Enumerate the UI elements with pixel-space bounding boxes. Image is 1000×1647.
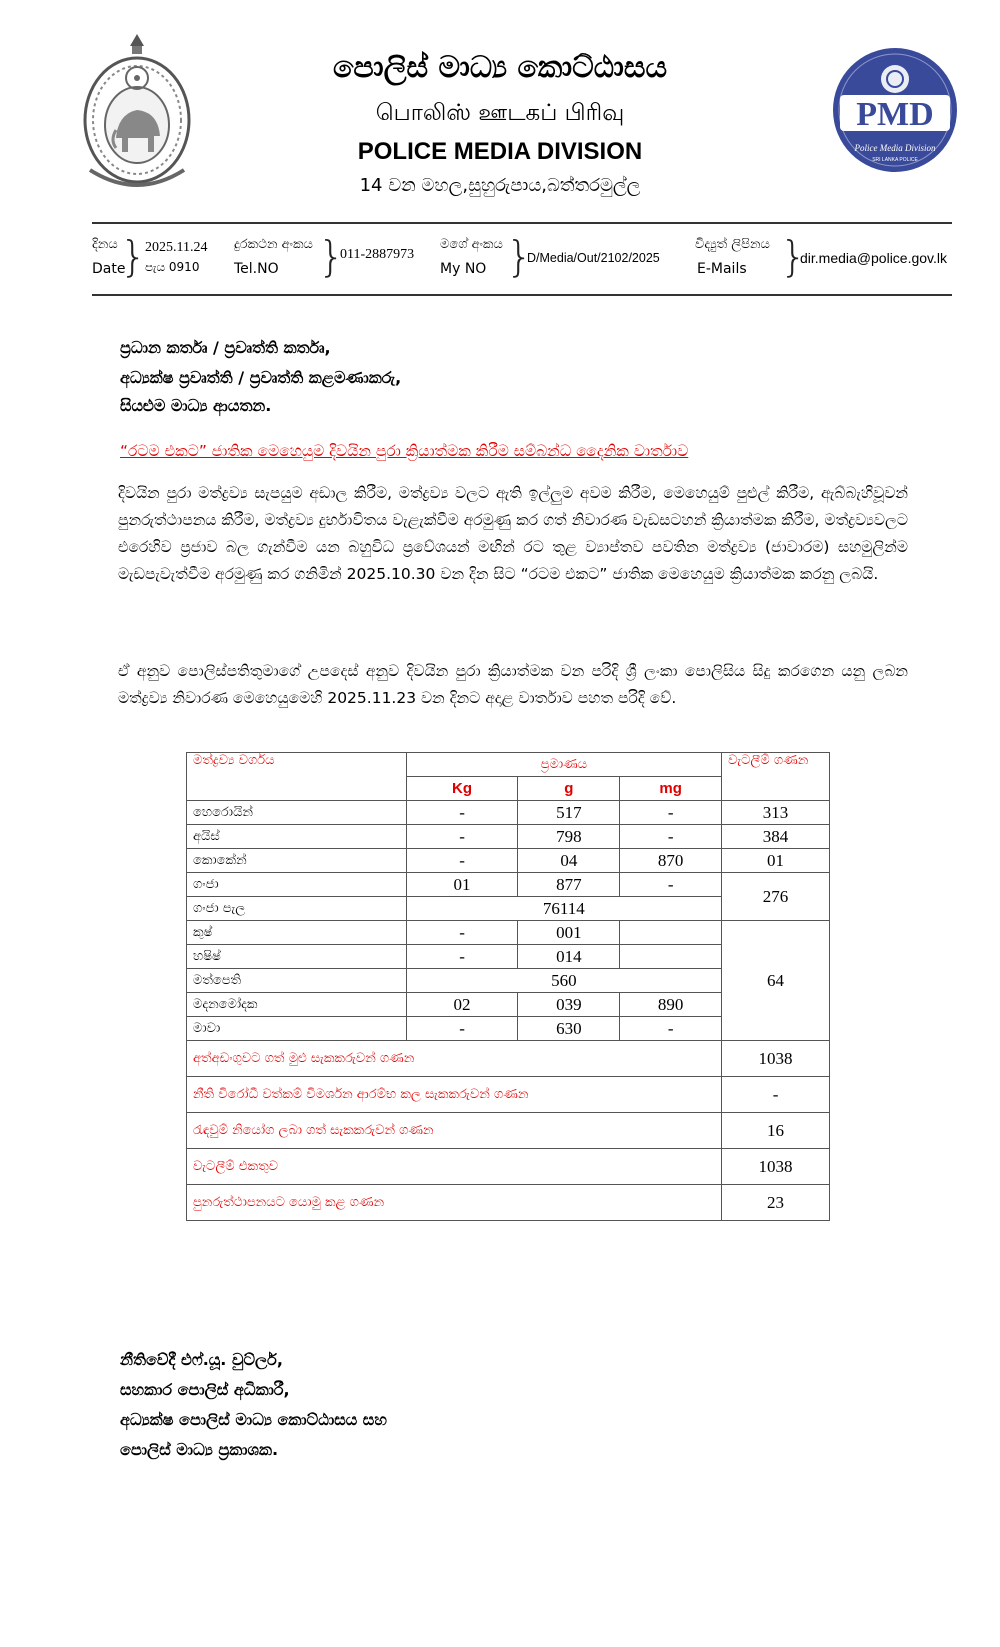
drug-name: මාවා [187,1017,407,1041]
myno-label-en: My NO [440,261,487,277]
subject-line: “රටම එකට” ජාතික මෙහෙයුම දිවයින පුරා ක්‍රියාත්මක කිරීම සම්බන්ධ දෛනික වාර්තාව [120,442,689,460]
table-row [187,921,830,945]
header-title-tamil: பொலிஸ் ஊடகப் பிரிவு [375,100,625,126]
header-kg: Kg [406,777,518,801]
summary-row [187,1185,830,1221]
brace-4: } [780,232,807,281]
header-amount: ප්‍රමාණය [406,753,721,777]
body-paragraph-2: ඒ අනුව පොලිස්පතිතුමාගේ උපදෙස් අනුව දිවයින පුරා ක්‍රියාත්මක වන පරිදි ශ්‍රී ලංකා පොලිසිය සිදු කරගෙන යනු ලබන මත්ද්‍රව්‍ය නිවාරණ මෙහෙයුමෙහි 2025.11.23 වන දිනට අදාළ වාර්තාව පහත පරිදි වේ. [118,662,908,707]
summary-value: 16 [722,1113,830,1149]
recipient-line-1: ප්‍රධාන කර්තෘ / ප්‍රවෘත්ති කර්තෘ, [120,338,331,357]
pmd-logo-ring-text: Police Media Division [854,143,936,153]
summary-label: අත්අඩංගුවට ගත් මුළු සැකකරුවන් ගණන [187,1041,722,1077]
table-row [187,849,830,873]
cell-g: 517 [518,801,620,825]
cell-merged-amount: 560 [406,969,721,993]
signature-line-3: අධ්‍යක්ෂ පොලිස් මාධ්‍ය කොට්ඨාසය සහ [120,1410,387,1429]
body-paragraph-1: දිවයින පුරා මත්ද්‍රව්‍ය සැපයුම අඩාල කිරීම, මත්ද්‍රව්‍ය වලට ඇති ඉල්ලුම අවම කිරීම, මෙහෙයුම් පුළුල් කිරීම, ඇබ්බැහිවූවන් පුනරුත්ථාපනය කිරීම, මත්ද්‍රව්‍ය දුර්භාවිතය වැළැක්වීම අරමුණු කර ගත් නිවාරණ වැඩසටහන් ක්‍රියාත්මක කිරීම, මත්ද්‍රව්‍යවලට එරෙහිව ප්‍රජාව බල ගැන්වීම යන බහුවිධ ප්‍රවේශයන් මඟින් රට තුළ ව්‍යාප්තව පවතින මත්ද්‍රව්‍ය (ජාවාරම) සහමුලින්ම මැඩපැවැත්වීම අරමුණු කර ගනිමින් 2025.10.30 වන දින සිට “රටම එකට” ජාතික මෙහෙයුම ක්‍රියාත්මක කරනු ලබයි. [118,484,908,583]
recipient-line-3: සියළුම මාධ්‍ය ආයතන. [120,396,272,415]
tel-value: 011-2887973 [340,247,415,262]
cell-mg: - [620,825,722,849]
cell-g: 630 [518,1017,620,1041]
signature-line-4: පොලිස් මාධ්‍ය ප්‍රකාශක. [120,1440,279,1459]
recipient-line-2: අධ්‍යක්ෂ ප්‍රවෘත්ති / ප්‍රවෘත්ති කළමණාකරු, [120,368,402,387]
cell-raids: 313 [722,801,830,825]
cell-raids: 276 [722,873,830,921]
cell-kg: 01 [406,873,518,897]
drug-name: මදනමෝදක [187,993,407,1017]
email-label-si: විද්‍යුත් ලිපිනය [695,237,770,252]
cell-kg: - [406,921,518,945]
cell-mg: 890 [620,993,722,1017]
cell-kg: - [406,849,518,873]
table-row [187,801,830,825]
summary-value: 1038 [722,1149,830,1185]
cell-merged-amount: 76114 [406,897,721,921]
signature-line-1: නීතිවේදී එෆ්.යූ. වුට්ලර්, [120,1350,283,1369]
tel-label-si: දුරකථන අංකය [234,237,313,252]
email-label-en: E-Mails [697,261,747,277]
header-divider-bottom [92,294,952,296]
summary-label: පුනරුත්ථාපනයට යොමු කළ ගණන [187,1185,722,1221]
drug-name: හෙරොයින් [187,801,407,825]
cell-kg: - [406,825,518,849]
header-divider-top [92,222,952,224]
cell-raids: 64 [722,921,830,1041]
myno-label-si: මගේ අංකය [440,237,503,252]
summary-value: 23 [722,1185,830,1221]
cell-mg: - [620,801,722,825]
table-row [187,825,830,849]
time-value: පැය 0910 [145,260,200,274]
cell-g: 001 [518,921,620,945]
header-mg: mg [620,777,722,801]
cell-kg: - [406,945,518,969]
summary-value: 1038 [722,1041,830,1077]
cell-g: 798 [518,825,620,849]
header-g: g [518,777,620,801]
drug-seizure-table [186,752,830,1221]
drug-name: ගංජා පැල [187,897,407,921]
drug-name: කොකේන් [187,849,407,873]
tel-label-en: Tel.NO [234,261,279,277]
cell-g: 014 [518,945,620,969]
cell-raids: 384 [722,825,830,849]
summary-label: වැටලීම් එකතුව [187,1149,722,1185]
date-label-en: Date [92,261,126,277]
pmd-logo-text: PMD [856,96,934,133]
pmd-logo [830,45,960,175]
summary-row [187,1113,830,1149]
summary-label: නීති විරෝධී වත්කම් විමර්ශන ආරම්භ කල සැකකරුවන් ගණන [187,1077,722,1113]
date-label-si: දිනය [92,237,118,252]
summary-row [187,1077,830,1113]
police-emblem-icon [80,30,195,195]
email-value: dir.media@police.gov.lk [800,250,948,266]
cell-g: 039 [518,993,620,1017]
cell-mg [620,945,722,969]
summary-value: - [722,1077,830,1113]
myno-value: D/Media/Out/2102/2025 [527,251,660,265]
cell-raids: 01 [722,849,830,873]
brace-3: } [506,232,533,281]
cell-kg: - [406,1017,518,1041]
header-raids: වැටලීම් ගණන [722,753,830,801]
signature-line-2: සහකාර පොලිස් අධිකාරී, [120,1380,290,1399]
summary-row [187,1041,830,1077]
brace-2: } [318,232,345,281]
date-value: 2025.11.24 [145,240,208,255]
header-address: 14 වන මහල,සුහුරුපාය,බත්තරමුල්ල [359,175,641,196]
header-title-sinhala: පොලිස් මාධ්‍ය කොට්ඨාසය [332,50,668,85]
cell-mg: - [620,873,722,897]
drug-name: අයිස් [187,825,407,849]
header-drug-type: මත්ද්‍රව්‍ය වර්ගය [187,753,407,801]
drug-name: ගංජා [187,873,407,897]
drug-name: මත්පෙති [187,969,407,993]
cell-g: 04 [518,849,620,873]
summary-label: රැඳවුම් නියෝග ලබා ගත් සැකකරුවන් ගණන [187,1113,722,1149]
header-title-english: POLICE MEDIA DIVISION [357,138,643,165]
cell-mg [620,921,722,945]
summary-row [187,1149,830,1185]
drug-name: හෂිෂ් [187,945,407,969]
cell-kg: - [406,801,518,825]
cell-mg: 870 [620,849,722,873]
brace-1: } [120,232,147,281]
cell-g: 877 [518,873,620,897]
table-row [187,873,830,897]
pmd-logo-sub-text: SRI LANKA POLICE [872,157,918,163]
drug-name: කුෂ් [187,921,407,945]
cell-mg: - [620,1017,722,1041]
cell-kg: 02 [406,993,518,1017]
